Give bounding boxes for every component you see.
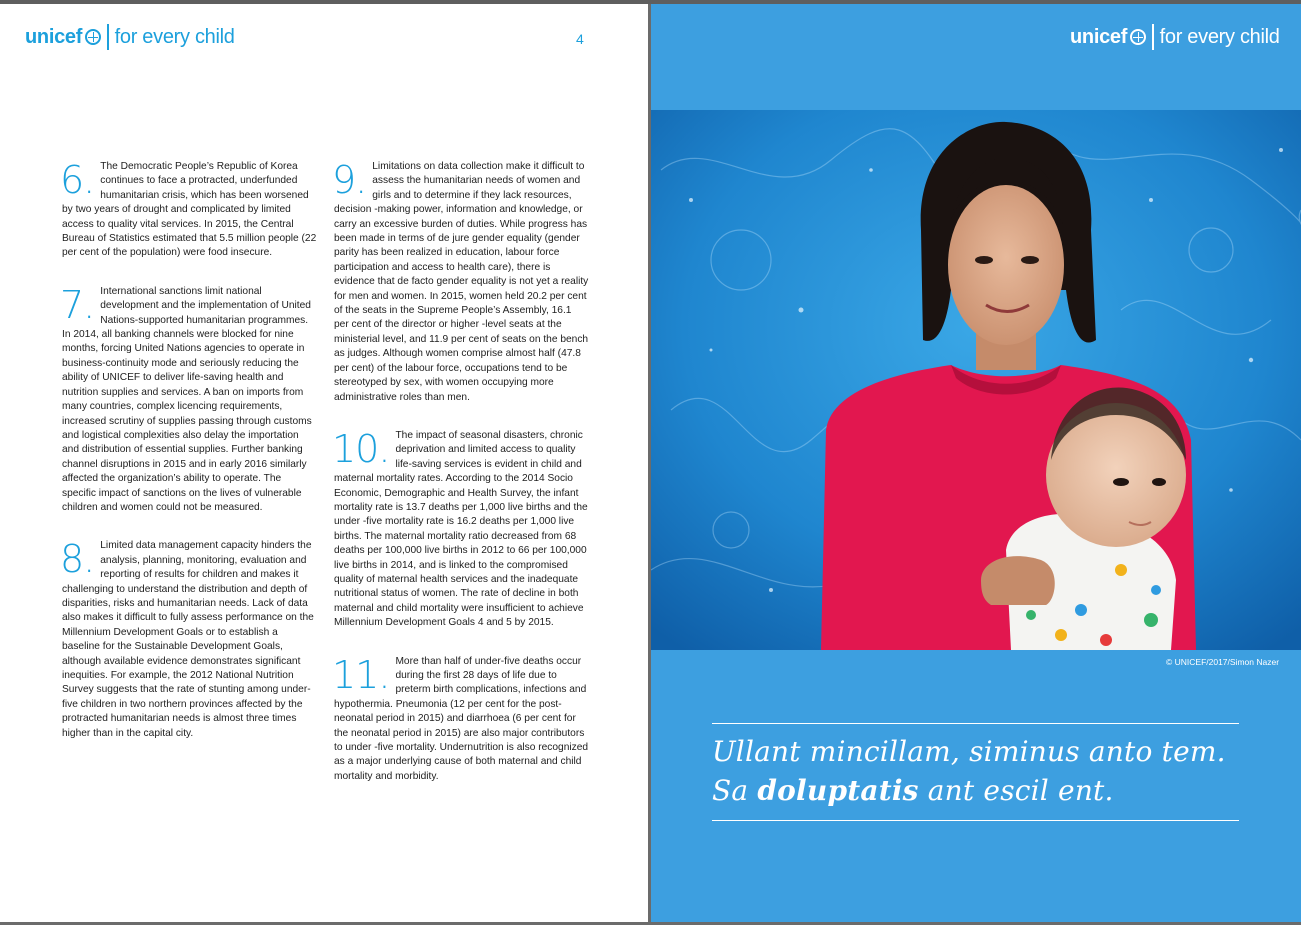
logo-wordmark: unicef xyxy=(1070,25,1128,48)
paragraph-text: Limitations on data collection make it difficult to assess the humanitarian needs of women and girls and to determine if they lack resources, decision -making power, information and knowledge, or carry an excessive burden of duties. While progress has been made in terms of de jure gender equality (gender parity has been realized in education, labour force participation and access to health care), there is evidence that de facto gender equality is not yet a reality for men and women. In 2015, women held 20.2 per cent of the seats in the Supreme People’s Assembly, 16.1 per cent of the director or higher -level seats at the ministerial level, and 11.9 per cent of seats on the bench as judges. Although women comprise almost half (47.8 per cent) of the labour force, occupations tend to be stereotyped by sex, with women occupying more administrative roles than men. xyxy=(334,161,589,403)
quote-line-2-end: ant escil ent. xyxy=(918,774,1114,807)
quote-bottom-rule xyxy=(712,820,1239,821)
paragraph-number: 11. xyxy=(332,652,390,697)
quote-line-2-start: Sa xyxy=(712,774,758,807)
mother-and-child-photo xyxy=(651,110,1301,650)
quote-top-rule xyxy=(712,723,1239,724)
paragraph-11 xyxy=(332,652,589,785)
unicef-logo-left xyxy=(25,24,235,50)
logo-wordmark: unicef xyxy=(25,25,83,48)
paragraph-8 xyxy=(62,539,317,741)
paragraph-text: The impact of seasonal disasters, chronic deprivation and limited access to quality life-saving services is evident in child and maternal mortality rates. According to the 2014 Socio Economic, Demographic and Health Survey, the infant mortality rate is 13.7 deaths per 1,000 live births and the under -five mortality rate is 16.2 deaths per 1,000 live births. The maternal mortality ratio decreased from 68 deaths per 100,000 live births in 2012 to 66 per 100,000 live births in 2014, and is linked to the compromised quality of maternal health services and the inadequate nutritional status of women. The rate of decline in both maternal and child mortality were insufficient to achieve Millennium Development Goals 4 and 5 by 2015. xyxy=(334,429,588,629)
logo-divider xyxy=(107,24,109,50)
page-number: 4 xyxy=(576,31,584,47)
paragraph-number: 7. xyxy=(60,282,95,327)
text-column-right xyxy=(334,160,589,806)
paragraph-7 xyxy=(60,282,317,516)
quote-emphasis: doluptatis xyxy=(757,774,919,807)
paragraph-number: 6. xyxy=(60,158,95,202)
un-globe-icon xyxy=(85,29,101,45)
logo-divider xyxy=(1152,24,1154,50)
quote-line-2 xyxy=(712,771,1252,810)
quote-line-1: Ullant mincillam, siminus anto tem. xyxy=(712,735,1226,768)
paragraph-9 xyxy=(334,160,589,405)
unicef-logo-right xyxy=(1070,24,1280,50)
logo-tagline: for every child xyxy=(1159,25,1280,48)
pull-quote xyxy=(712,732,1252,810)
text-column-left xyxy=(62,160,317,763)
paragraph-number: 10. xyxy=(332,426,390,471)
photo-credit: © UNICEF/2017/Simon Nazer xyxy=(1166,657,1280,667)
paragraph-number: 9. xyxy=(332,158,367,202)
paragraph-6 xyxy=(62,160,317,261)
paragraph-text: Limited data management capacity hinders the analysis, planning, monitoring, evaluation and reporting of results for children and makes it challenging to understand the distribution and depth of disparities, risks and humanitarian needs. Lack of data also makes it difficult to fully assess performance on the Millennium Development Goals or to establish a baseline for the Sustainable Development Goals, although available evidence demonstrates significant inequities. For example, the 2012 National Nutrition Survey suggests that the rate of stunting among under-five children in two northern provinces affected by the protracted humanitarian needs is almost three times higher than in the capital city. xyxy=(62,540,314,739)
paragraph-text: More than half of under-five deaths occur during the first 28 days of life due to preterm birth complications, infections and hypothermia. Pneumonia (12 per cent for the post-neonatal period in 2015) and diarrhoea (6 per cent for the neonatal period in 2015) are also major contributors to under -five mortality. Undernutrition is also recognized as a major underlying cause of both maternal and child mortality and morbidity. xyxy=(334,655,589,782)
un-globe-icon xyxy=(1130,29,1146,45)
paragraph-text: The Democratic People’s Republic of Korea continues to face a protracted, underfunded humanitarian crisis, which has been worsened by two years of drought and complicated by limited access to quality vital services. In 2015, the Central Bureau of Statistics estimated that 5.5 million people (22 per cent of the population) were food insecure. xyxy=(62,161,317,259)
logo-tagline: for every child xyxy=(114,25,235,48)
paragraph-text: International sanctions limit national development and the implementation of United Nations-supported humanitarian programmes. In 2014, all banking channels were blocked for nine months, forcing United Nations agencies to operate in business-continuity mode and seriously reducing the ability of UNICEF to deliver life-saving health and nutrition supplies and services. A ban on imports from many countries, complex licencing requirements, increased scrutiny of supplies passing through customs and logistical complexities also delay the importation and distribution of essential supplies. Further banking channel disruptions in 2015 and in early 2016 similarly affected the organization’s ability to operate. The specific impact of sanctions on the lives of vulnerable children and women could not be measured. xyxy=(62,285,312,513)
paragraph-number: 8. xyxy=(60,537,95,582)
paragraph-10 xyxy=(332,426,589,631)
